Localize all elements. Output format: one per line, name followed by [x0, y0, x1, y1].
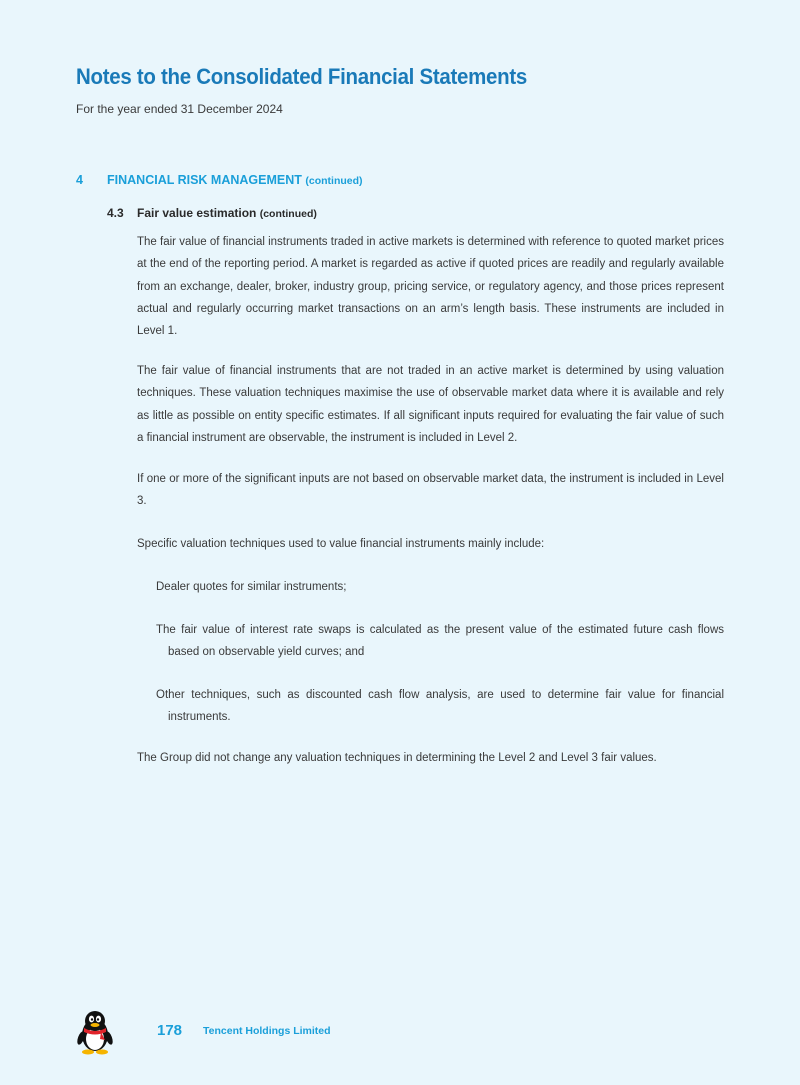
page-number: 178 — [157, 1022, 183, 1039]
page-subtitle: For the year ended 31 December 2024 — [76, 102, 283, 116]
list-item-text: Dealer quotes for similar instruments; — [156, 581, 347, 593]
paragraph: The fair value of financial instruments that are not traded in an active market is determined by using valuation techniques. These valuation techniques maximise the use of observable market data where it is available and rely as little as possible on entity specific estimates. If all significant inputs required for evaluating the fair value of such a financial instrument are observable, the instrument is included in Level 2. — [137, 365, 724, 444]
list-item-text: The fair value of interest rate swaps is calculated as the present value of the estimated future cash flows — [156, 624, 724, 636]
section-heading — [76, 173, 363, 187]
section-title: FINANCIAL RISK MANAGEMENT — [107, 173, 302, 187]
paragraph: Specific valuation techniques used to value financial instruments mainly include: — [137, 538, 545, 550]
subsection-continued: (continued) — [259, 208, 317, 220]
list-item-text: Other techniques, such as discounted cash flow analysis, are used to determine fair value for financial — [156, 689, 724, 701]
subsection-number: 4.3 — [107, 206, 124, 220]
list-item — [156, 619, 724, 664]
qq-penguin-icon — [75, 1007, 115, 1055]
paragraph: If one or more of the significant inputs are not based on observable market data, the instrument is included in Level 3. — [137, 473, 724, 508]
closing-paragraph: The Group did not change any valuation techniques in determining the Level 2 and Level 3 fair values. — [137, 752, 657, 764]
subsection-heading — [107, 206, 317, 220]
list-item — [156, 684, 724, 729]
list-item — [156, 576, 724, 598]
paragraph: The fair value of financial instruments traded in active markets is determined with reference to quoted market prices at the end of the reporting period. A market is regarded as active if quoted prices are readily and regularly available from an exchange, dealer, broker, industry group, pricing service, or regulatory agency, and those prices represent actual and regularly occurring market transactions on an arm’s length basis. These instruments are included in Level 1. — [137, 236, 724, 338]
list-item-text-continued: based on observable yield curves; and — [168, 646, 365, 659]
section-number: 4 — [76, 173, 83, 187]
list-item-text-continued: instruments. — [168, 711, 231, 724]
subsection-title: Fair value estimation — [137, 206, 257, 220]
page-title: Notes to the Consolidated Financial Statements — [76, 64, 528, 89]
company-name: Tencent Holdings Limited — [203, 1025, 331, 1037]
section-continued: (continued) — [305, 175, 363, 187]
